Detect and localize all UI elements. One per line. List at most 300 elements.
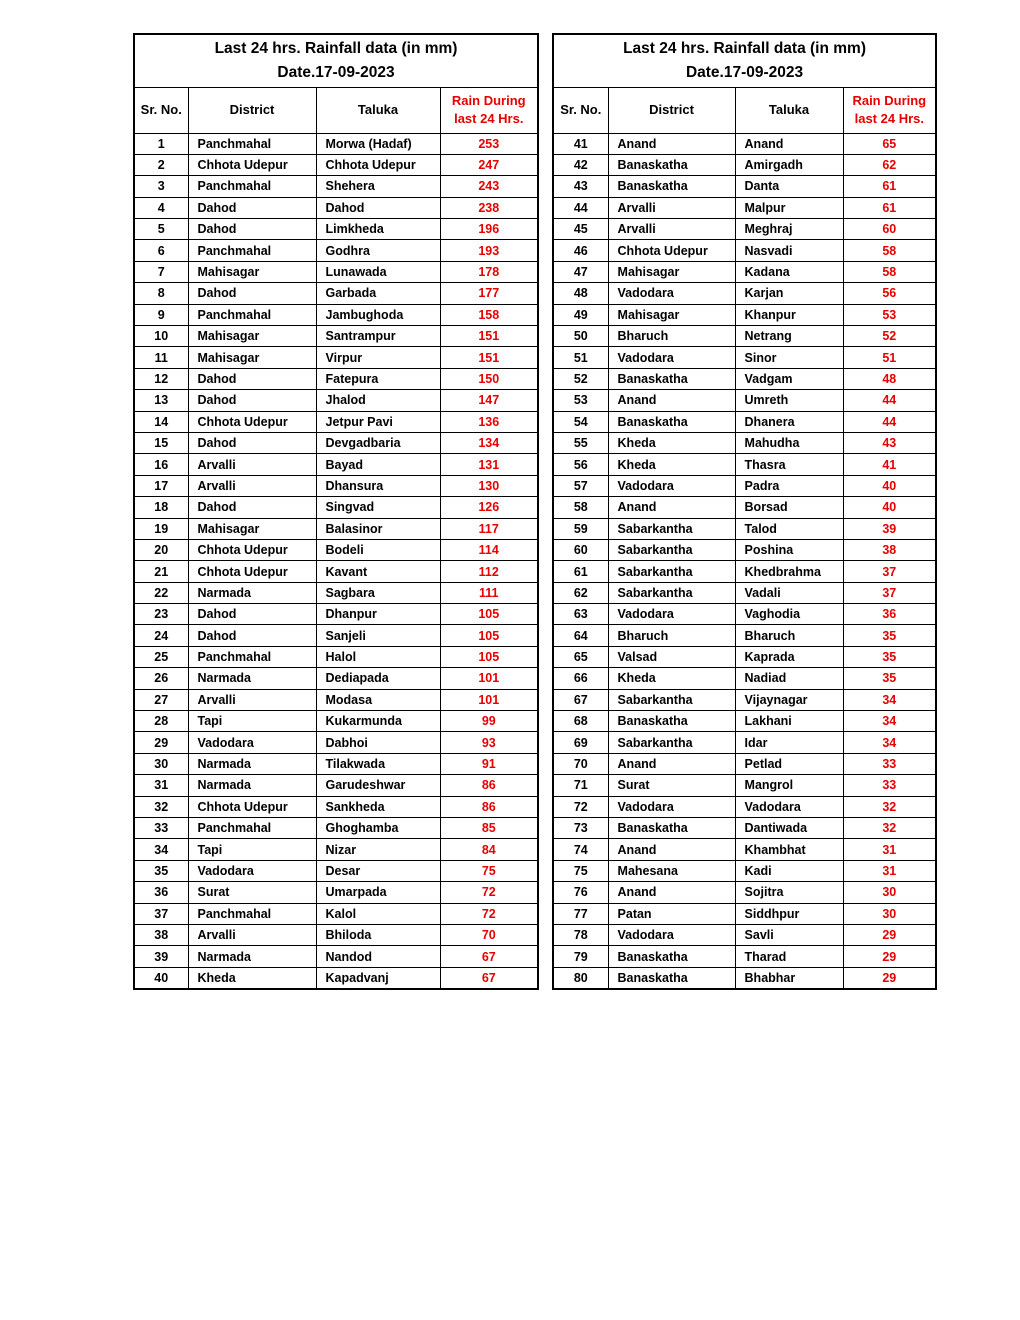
- district-cell: Banaskatha: [608, 368, 735, 389]
- taluka-cell: Kadana: [735, 261, 843, 282]
- rain-value-cell: 33: [843, 775, 936, 796]
- taluka-cell: Borsad: [735, 497, 843, 518]
- district-cell: Anand: [608, 839, 735, 860]
- district-cell: Panchmahal: [188, 818, 316, 839]
- district-cell: Sabarkantha: [608, 689, 735, 710]
- district-cell: Chhota Udepur: [188, 154, 316, 175]
- rainfall-table-left: [133, 33, 539, 990]
- rain-value-cell: 37: [843, 561, 936, 582]
- district-cell: Chhota Udepur: [188, 561, 316, 582]
- sr-no-cell: 74: [553, 839, 608, 860]
- district-cell: Banaskatha: [608, 818, 735, 839]
- rain-value-cell: 105: [440, 604, 538, 625]
- district-cell: Kheda: [608, 432, 735, 453]
- table-row: [553, 732, 936, 753]
- sr-no-cell: 17: [134, 475, 188, 496]
- sr-no-cell: 67: [553, 689, 608, 710]
- rain-value-cell: 111: [440, 582, 538, 603]
- district-cell: Arvalli: [188, 454, 316, 475]
- taluka-cell: Vadodara: [735, 796, 843, 817]
- rain-value-cell: 131: [440, 454, 538, 475]
- rain-value-cell: 86: [440, 775, 538, 796]
- rain-value-cell: 65: [843, 133, 936, 154]
- taluka-cell: Desar: [316, 860, 440, 881]
- table-row: [134, 604, 538, 625]
- taluka-cell: Virpur: [316, 347, 440, 368]
- district-cell: Kheda: [188, 967, 316, 988]
- table-row: [553, 753, 936, 774]
- taluka-cell: Dhanpur: [316, 604, 440, 625]
- col-header-taluka: Taluka: [735, 87, 843, 133]
- sr-no-cell: 42: [553, 154, 608, 175]
- district-cell: Banaskatha: [608, 946, 735, 967]
- rain-value-cell: 31: [843, 839, 936, 860]
- taluka-cell: Jambughoda: [316, 304, 440, 325]
- taluka-cell: Kadi: [735, 860, 843, 881]
- sr-no-cell: 43: [553, 176, 608, 197]
- district-cell: Dahod: [188, 283, 316, 304]
- table-row: [134, 518, 538, 539]
- rain-value-cell: 114: [440, 539, 538, 560]
- rain-value-cell: 43: [843, 432, 936, 453]
- table-row: [553, 860, 936, 881]
- district-cell: Narmada: [188, 582, 316, 603]
- district-cell: Dahod: [188, 625, 316, 646]
- rain-value-cell: 93: [440, 732, 538, 753]
- taluka-cell: Tilakwada: [316, 753, 440, 774]
- sr-no-cell: 12: [134, 368, 188, 389]
- sr-no-cell: 58: [553, 497, 608, 518]
- table-row: [553, 839, 936, 860]
- taluka-cell: Bhabhar: [735, 967, 843, 988]
- district-cell: Sabarkantha: [608, 539, 735, 560]
- table-row: [553, 668, 936, 689]
- rain-value-cell: 253: [440, 133, 538, 154]
- table-row: [134, 582, 538, 603]
- table-row: [134, 689, 538, 710]
- taluka-cell: Balasinor: [316, 518, 440, 539]
- district-cell: Sabarkantha: [608, 518, 735, 539]
- district-cell: Dahod: [188, 432, 316, 453]
- district-cell: Narmada: [188, 753, 316, 774]
- table-row: [134, 497, 538, 518]
- rain-value-cell: 147: [440, 390, 538, 411]
- sr-no-cell: 21: [134, 561, 188, 582]
- sr-no-cell: 75: [553, 860, 608, 881]
- district-cell: Surat: [188, 882, 316, 903]
- table-row: [134, 326, 538, 347]
- taluka-cell: Mahudha: [735, 432, 843, 453]
- rain-value-cell: 35: [843, 625, 936, 646]
- sr-no-cell: 13: [134, 390, 188, 411]
- table-row: [553, 261, 936, 282]
- table-row: [553, 283, 936, 304]
- rain-value-cell: 91: [440, 753, 538, 774]
- rain-value-cell: 51: [843, 347, 936, 368]
- rain-value-cell: 32: [843, 818, 936, 839]
- sr-no-cell: 41: [553, 133, 608, 154]
- rain-value-cell: 56: [843, 283, 936, 304]
- district-cell: Arvalli: [188, 924, 316, 945]
- taluka-cell: Khambhat: [735, 839, 843, 860]
- district-cell: Mahisagar: [608, 304, 735, 325]
- rain-value-cell: 72: [440, 882, 538, 903]
- table-row: [134, 368, 538, 389]
- taluka-cell: Dediapada: [316, 668, 440, 689]
- col-header-taluka: Taluka: [316, 87, 440, 133]
- taluka-cell: Fatepura: [316, 368, 440, 389]
- sr-no-cell: 40: [134, 967, 188, 988]
- district-cell: Patan: [608, 903, 735, 924]
- table-row: [553, 946, 936, 967]
- taluka-cell: Bharuch: [735, 625, 843, 646]
- district-cell: Dahod: [188, 197, 316, 218]
- sr-no-cell: 68: [553, 711, 608, 732]
- taluka-cell: Karjan: [735, 283, 843, 304]
- taluka-cell: Singvad: [316, 497, 440, 518]
- table-title-line2: Date.17-09-2023: [685, 63, 804, 81]
- taluka-cell: Nadiad: [735, 668, 843, 689]
- taluka-cell: Nasvadi: [735, 240, 843, 261]
- taluka-cell: Poshina: [735, 539, 843, 560]
- sr-no-cell: 50: [553, 326, 608, 347]
- table-title: [553, 34, 936, 87]
- district-cell: Kheda: [608, 454, 735, 475]
- rain-value-cell: 85: [440, 818, 538, 839]
- taluka-cell: Halol: [316, 646, 440, 667]
- rain-value-cell: 60: [843, 219, 936, 240]
- sr-no-cell: 34: [134, 839, 188, 860]
- table-row: [134, 711, 538, 732]
- district-cell: Narmada: [188, 946, 316, 967]
- sr-no-cell: 60: [553, 539, 608, 560]
- taluka-cell: Umreth: [735, 390, 843, 411]
- rain-value-cell: 31: [843, 860, 936, 881]
- taluka-cell: Shehera: [316, 176, 440, 197]
- table-row: [553, 411, 936, 432]
- district-cell: Anand: [608, 753, 735, 774]
- sr-no-cell: 47: [553, 261, 608, 282]
- district-cell: Dahod: [188, 368, 316, 389]
- sr-no-cell: 1: [134, 133, 188, 154]
- rain-value-cell: 62: [843, 154, 936, 175]
- taluka-cell: Vijaynagar: [735, 689, 843, 710]
- sr-no-cell: 9: [134, 304, 188, 325]
- rain-value-cell: 67: [440, 967, 538, 988]
- sr-no-cell: 45: [553, 219, 608, 240]
- taluka-cell: Sanjeli: [316, 625, 440, 646]
- district-cell: Dahod: [188, 604, 316, 625]
- district-cell: Dahod: [188, 390, 316, 411]
- rain-value-cell: 177: [440, 283, 538, 304]
- taluka-cell: Bayad: [316, 454, 440, 475]
- rain-value-cell: 101: [440, 668, 538, 689]
- sr-no-cell: 11: [134, 347, 188, 368]
- rain-value-cell: 134: [440, 432, 538, 453]
- rain-value-cell: 52: [843, 326, 936, 347]
- taluka-cell: Modasa: [316, 689, 440, 710]
- table-row: [134, 882, 538, 903]
- rain-value-cell: 41: [843, 454, 936, 475]
- district-cell: Vadodara: [608, 475, 735, 496]
- sr-no-cell: 35: [134, 860, 188, 881]
- district-cell: Surat: [608, 775, 735, 796]
- rain-value-cell: 33: [843, 753, 936, 774]
- sr-no-cell: 55: [553, 432, 608, 453]
- sr-no-cell: 4: [134, 197, 188, 218]
- rain-value-cell: 150: [440, 368, 538, 389]
- rain-value-cell: 35: [843, 646, 936, 667]
- table-row: [553, 197, 936, 218]
- taluka-cell: Sojitra: [735, 882, 843, 903]
- table-row: [134, 240, 538, 261]
- district-cell: Narmada: [188, 775, 316, 796]
- table-title-line1: Last 24 hrs. Rainfall data (in mm): [214, 39, 458, 57]
- rain-value-cell: 193: [440, 240, 538, 261]
- taluka-cell: Umarpada: [316, 882, 440, 903]
- taluka-cell: Dhansura: [316, 475, 440, 496]
- table-row: [134, 539, 538, 560]
- rain-value-cell: 130: [440, 475, 538, 496]
- rain-value-cell: 178: [440, 261, 538, 282]
- sr-no-cell: 56: [553, 454, 608, 475]
- table-row: [553, 454, 936, 475]
- sr-no-cell: 39: [134, 946, 188, 967]
- taluka-cell: Sagbara: [316, 582, 440, 603]
- table-row: [134, 625, 538, 646]
- taluka-cell: Dahod: [316, 197, 440, 218]
- sr-no-cell: 76: [553, 882, 608, 903]
- table-row: [553, 518, 936, 539]
- rain-value-cell: 151: [440, 347, 538, 368]
- taluka-cell: Bodeli: [316, 539, 440, 560]
- rain-value-cell: 243: [440, 176, 538, 197]
- district-cell: Bharuch: [608, 326, 735, 347]
- table-row: [553, 796, 936, 817]
- sr-no-cell: 14: [134, 411, 188, 432]
- table-row: [134, 347, 538, 368]
- table-row: [553, 432, 936, 453]
- district-cell: Sabarkantha: [608, 561, 735, 582]
- rain-value-cell: 37: [843, 582, 936, 603]
- table-row: [553, 390, 936, 411]
- sr-no-cell: 22: [134, 582, 188, 603]
- taluka-cell: Jhalod: [316, 390, 440, 411]
- table-header-row: [553, 87, 936, 133]
- table-row: [134, 432, 538, 453]
- rain-value-cell: 40: [843, 475, 936, 496]
- sr-no-cell: 31: [134, 775, 188, 796]
- rain-value-cell: 32: [843, 796, 936, 817]
- rain-value-cell: 75: [440, 860, 538, 881]
- table-row: [553, 561, 936, 582]
- sr-no-cell: 10: [134, 326, 188, 347]
- rain-value-cell: 86: [440, 796, 538, 817]
- table-row: [553, 967, 936, 988]
- rain-value-cell: 34: [843, 689, 936, 710]
- district-cell: Mahisagar: [188, 518, 316, 539]
- table-row: [134, 839, 538, 860]
- district-cell: Panchmahal: [188, 240, 316, 261]
- taluka-cell: Petlad: [735, 753, 843, 774]
- sr-no-cell: 52: [553, 368, 608, 389]
- district-cell: Anand: [608, 390, 735, 411]
- sr-no-cell: 72: [553, 796, 608, 817]
- table-row: [134, 261, 538, 282]
- table-header-row: [134, 87, 538, 133]
- taluka-cell: Malpur: [735, 197, 843, 218]
- district-cell: Dahod: [188, 497, 316, 518]
- rain-value-cell: 58: [843, 261, 936, 282]
- taluka-cell: Savli: [735, 924, 843, 945]
- table-title: [134, 34, 538, 87]
- rain-value-cell: 29: [843, 924, 936, 945]
- sr-no-cell: 26: [134, 668, 188, 689]
- table-row: [553, 775, 936, 796]
- district-cell: Banaskatha: [608, 967, 735, 988]
- table-row: [134, 646, 538, 667]
- table-row: [134, 411, 538, 432]
- taluka-cell: Godhra: [316, 240, 440, 261]
- table-row: [553, 604, 936, 625]
- taluka-cell: Dhanera: [735, 411, 843, 432]
- taluka-cell: Danta: [735, 176, 843, 197]
- table-row: [553, 326, 936, 347]
- sr-no-cell: 48: [553, 283, 608, 304]
- district-cell: Chhota Udepur: [188, 539, 316, 560]
- taluka-cell: Anand: [735, 133, 843, 154]
- sr-no-cell: 36: [134, 882, 188, 903]
- rain-value-cell: 196: [440, 219, 538, 240]
- taluka-cell: Padra: [735, 475, 843, 496]
- table-row: [134, 818, 538, 839]
- sr-no-cell: 61: [553, 561, 608, 582]
- sr-no-cell: 8: [134, 283, 188, 304]
- district-cell: Vadodara: [188, 860, 316, 881]
- table-row: [553, 882, 936, 903]
- district-cell: Vadodara: [188, 732, 316, 753]
- district-cell: Chhota Udepur: [188, 796, 316, 817]
- sr-no-cell: 73: [553, 818, 608, 839]
- table-row: [134, 753, 538, 774]
- col-header-sr-no: Sr. No.: [134, 87, 188, 133]
- taluka-cell: Amirgadh: [735, 154, 843, 175]
- taluka-cell: Vadgam: [735, 368, 843, 389]
- rain-value-cell: 105: [440, 646, 538, 667]
- rainfall-table-right: [552, 33, 937, 990]
- rain-value-cell: 238: [440, 197, 538, 218]
- district-cell: Panchmahal: [188, 133, 316, 154]
- rain-value-cell: 61: [843, 197, 936, 218]
- rain-value-cell: 29: [843, 946, 936, 967]
- taluka-cell: Talod: [735, 518, 843, 539]
- sr-no-cell: 62: [553, 582, 608, 603]
- rain-value-cell: 39: [843, 518, 936, 539]
- sr-no-cell: 69: [553, 732, 608, 753]
- sr-no-cell: 80: [553, 967, 608, 988]
- sr-no-cell: 32: [134, 796, 188, 817]
- district-cell: Chhota Udepur: [188, 411, 316, 432]
- table-body-left: [134, 133, 538, 989]
- taluka-cell: Ghoghamba: [316, 818, 440, 839]
- district-cell: Arvalli: [188, 475, 316, 496]
- rain-value-cell: 48: [843, 368, 936, 389]
- sr-no-cell: 25: [134, 646, 188, 667]
- table-row: [134, 561, 538, 582]
- sr-no-cell: 5: [134, 219, 188, 240]
- district-cell: Panchmahal: [188, 903, 316, 924]
- taluka-cell: Sinor: [735, 347, 843, 368]
- rain-value-cell: 40: [843, 497, 936, 518]
- sr-no-cell: 33: [134, 818, 188, 839]
- taluka-cell: Thasra: [735, 454, 843, 475]
- table-row: [134, 903, 538, 924]
- table-row: [553, 475, 936, 496]
- table-row: [134, 775, 538, 796]
- col-header-district: District: [188, 87, 316, 133]
- table-row: [553, 689, 936, 710]
- table-row: [553, 176, 936, 197]
- taluka-cell: Kukarmunda: [316, 711, 440, 732]
- table-row: [134, 967, 538, 988]
- table-row: [553, 347, 936, 368]
- table-row: [553, 154, 936, 175]
- sr-no-cell: 16: [134, 454, 188, 475]
- col-header-district: District: [608, 87, 735, 133]
- table-row: [553, 497, 936, 518]
- table-row: [134, 860, 538, 881]
- table-row: [134, 219, 538, 240]
- sr-no-cell: 3: [134, 176, 188, 197]
- table-row: [134, 154, 538, 175]
- taluka-cell: Jetpur Pavi: [316, 411, 440, 432]
- sr-no-cell: 63: [553, 604, 608, 625]
- sr-no-cell: 7: [134, 261, 188, 282]
- district-cell: Mahesana: [608, 860, 735, 881]
- district-cell: Chhota Udepur: [608, 240, 735, 261]
- table-row: [553, 625, 936, 646]
- district-cell: Banaskatha: [608, 176, 735, 197]
- rain-value-cell: 70: [440, 924, 538, 945]
- table-row: [134, 796, 538, 817]
- sr-no-cell: 53: [553, 390, 608, 411]
- sr-no-cell: 59: [553, 518, 608, 539]
- district-cell: Vadodara: [608, 347, 735, 368]
- district-cell: Panchmahal: [188, 304, 316, 325]
- taluka-cell: Siddhpur: [735, 903, 843, 924]
- district-cell: Valsad: [608, 646, 735, 667]
- sr-no-cell: 30: [134, 753, 188, 774]
- sr-no-cell: 44: [553, 197, 608, 218]
- district-cell: Mahisagar: [608, 261, 735, 282]
- sr-no-cell: 27: [134, 689, 188, 710]
- col-header-sr-no: Sr. No.: [553, 87, 608, 133]
- table-row: [134, 197, 538, 218]
- sr-no-cell: 37: [134, 903, 188, 924]
- table-row: [553, 304, 936, 325]
- sr-no-cell: 71: [553, 775, 608, 796]
- taluka-cell: Meghraj: [735, 219, 843, 240]
- table-title-row: [134, 34, 538, 87]
- taluka-cell: Garbada: [316, 283, 440, 304]
- rain-value-cell: 117: [440, 518, 538, 539]
- table-row: [134, 475, 538, 496]
- taluka-cell: Vadali: [735, 582, 843, 603]
- sr-no-cell: 29: [134, 732, 188, 753]
- table-title-row: [553, 34, 936, 87]
- table-row: [134, 732, 538, 753]
- sr-no-cell: 57: [553, 475, 608, 496]
